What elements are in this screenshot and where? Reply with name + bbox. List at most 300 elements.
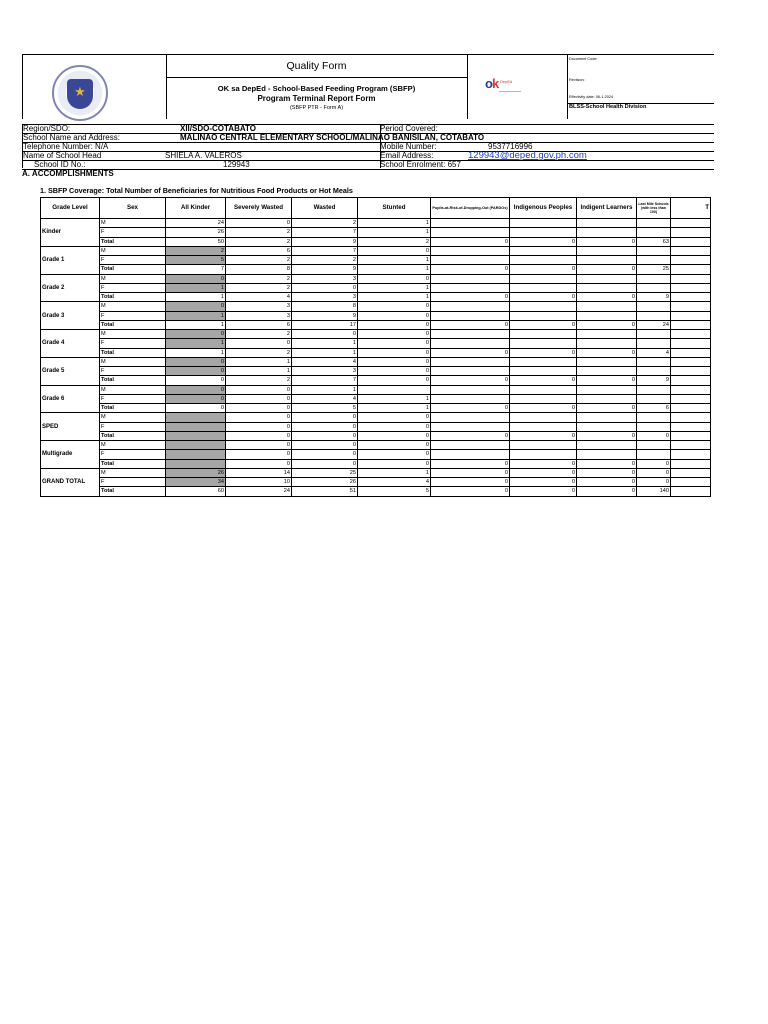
value-cell [431, 228, 510, 237]
table-row [41, 265, 711, 274]
value-cell: 0 [637, 478, 671, 487]
value-cell: 0 [166, 404, 226, 413]
telephone-number: Telephone Number: N/A [23, 142, 109, 151]
value-cell: 34 [166, 478, 226, 487]
value-cell: 0 [358, 348, 431, 357]
sex-cell: Total [100, 459, 166, 468]
value-cell: 0 [226, 219, 292, 228]
value-cell [577, 422, 637, 431]
value-cell [510, 311, 577, 320]
value-cell: 140 [637, 487, 671, 496]
value-cell [510, 385, 577, 394]
value-cell: 0 [431, 348, 510, 357]
value-cell [577, 274, 637, 283]
total-cell [671, 274, 711, 283]
value-cell: 0 [292, 283, 358, 292]
value-cell: 0 [431, 431, 510, 440]
value-cell: 24 [637, 320, 671, 329]
value-cell: 0 [577, 404, 637, 413]
value-cell [637, 274, 671, 283]
value-cell [637, 339, 671, 348]
value-cell: 0 [431, 404, 510, 413]
sex-cell: F [100, 228, 166, 237]
table-row [41, 450, 711, 459]
total-cell [671, 357, 711, 366]
value-cell [510, 330, 577, 339]
value-cell: 0 [510, 320, 577, 329]
value-cell: 0 [510, 459, 577, 468]
value-cell: 0 [431, 487, 510, 496]
value-cell: 60 [166, 487, 226, 496]
value-cell: 0 [510, 237, 577, 246]
value-cell [431, 367, 510, 376]
table-row [41, 246, 711, 255]
table-row [41, 311, 711, 320]
value-cell [577, 357, 637, 366]
value-cell: 0 [510, 348, 577, 357]
value-cell: 7 [292, 376, 358, 385]
sex-cell: Total [100, 320, 166, 329]
sex-cell: F [100, 367, 166, 376]
value-cell: 1 [166, 339, 226, 348]
total-cell [671, 330, 711, 339]
value-cell: 0 [577, 459, 637, 468]
value-cell: 0 [292, 422, 358, 431]
value-cell: 9 [637, 293, 671, 302]
value-cell: 0 [358, 320, 431, 329]
total-cell [671, 404, 711, 413]
grade-level-cell: Kinder [41, 219, 100, 247]
value-cell: 10 [226, 478, 292, 487]
value-cell [510, 339, 577, 348]
school-head-value: SHIELA A. VALEROS [165, 151, 242, 160]
value-cell: 2 [226, 376, 292, 385]
value-cell: 0 [358, 330, 431, 339]
grade-level-cell: Grade 2 [41, 274, 100, 302]
value-cell: 0 [358, 441, 431, 450]
sex-cell: M [100, 330, 166, 339]
sex-cell: F [100, 311, 166, 320]
table-row [41, 413, 711, 422]
table-row [41, 441, 711, 450]
value-cell: 9 [637, 376, 671, 385]
value-cell [431, 441, 510, 450]
grade-level-cell: Grade 6 [41, 385, 100, 413]
value-cell [637, 302, 671, 311]
period-label: Period Covered: [380, 124, 438, 133]
info-border-top [22, 124, 714, 125]
value-cell: 0 [226, 422, 292, 431]
section-subheading: 1. SBFP Coverage: Total Number of Beneficiaries for Nutritious Food Products or Hot Meals [40, 186, 353, 195]
table-row [41, 459, 711, 468]
info-border [22, 124, 23, 168]
value-cell [510, 256, 577, 265]
value-cell: 0 [226, 385, 292, 394]
value-cell [577, 219, 637, 228]
value-cell: 0 [431, 478, 510, 487]
value-cell [510, 413, 577, 422]
total-cell [671, 265, 711, 274]
total-cell [671, 237, 711, 246]
value-cell: 4 [292, 394, 358, 403]
value-cell: 0 [510, 478, 577, 487]
value-cell: 17 [292, 320, 358, 329]
value-cell: 2 [292, 256, 358, 265]
value-cell: 3 [292, 367, 358, 376]
column-header: Severely Wasted [226, 198, 292, 219]
value-cell: 0 [358, 450, 431, 459]
table-row [41, 348, 711, 357]
total-cell [671, 367, 711, 376]
table-row [41, 376, 711, 385]
total-cell [671, 422, 711, 431]
mobile-value: 9537716996 [488, 142, 533, 151]
value-cell [358, 385, 431, 394]
value-cell [510, 394, 577, 403]
value-cell: 4 [358, 478, 431, 487]
grade-level-cell: GRAND TOTAL [41, 468, 100, 496]
value-cell: 0 [358, 413, 431, 422]
form-header [22, 54, 714, 119]
header-border [567, 55, 568, 119]
value-cell: 5 [358, 487, 431, 496]
value-cell: 0 [431, 376, 510, 385]
value-cell: 0 [637, 468, 671, 477]
sex-cell: Total [100, 293, 166, 302]
total-cell [671, 478, 711, 487]
value-cell: 3 [292, 274, 358, 283]
value-cell: 2 [166, 246, 226, 255]
value-cell [637, 228, 671, 237]
value-cell [637, 357, 671, 366]
value-cell [431, 330, 510, 339]
value-cell: 7 [166, 265, 226, 274]
school-label: School Name and Address: [23, 133, 120, 142]
value-cell [510, 357, 577, 366]
total-cell [671, 339, 711, 348]
table-row [41, 385, 711, 394]
value-cell [431, 283, 510, 292]
value-cell [431, 385, 510, 394]
value-cell: 0 [292, 459, 358, 468]
sex-cell: M [100, 274, 166, 283]
email-link[interactable]: 129943@deped.gov.ph.com [468, 150, 587, 161]
value-cell [510, 246, 577, 255]
value-cell: 0 [358, 367, 431, 376]
table-row [41, 256, 711, 265]
value-cell [577, 283, 637, 292]
table-row [41, 468, 711, 477]
value-cell: 26 [166, 228, 226, 237]
value-cell [431, 394, 510, 403]
value-cell: 0 [577, 348, 637, 357]
value-cell: 1 [292, 348, 358, 357]
value-cell [431, 256, 510, 265]
value-cell: 0 [431, 320, 510, 329]
value-cell: 0 [226, 431, 292, 440]
value-cell [637, 311, 671, 320]
value-cell: 0 [292, 441, 358, 450]
region-label: Region/SDO: [23, 124, 71, 133]
value-cell: 0 [577, 320, 637, 329]
value-cell: 50 [166, 237, 226, 246]
column-header: Stunted [358, 198, 431, 219]
grade-level-cell: Grade 4 [41, 330, 100, 358]
grade-level-cell: Grade 3 [41, 302, 100, 330]
value-cell [431, 413, 510, 422]
value-cell: 9 [292, 311, 358, 320]
value-cell: 2 [226, 237, 292, 246]
value-cell: 26 [166, 468, 226, 477]
sex-cell: F [100, 283, 166, 292]
value-cell: 0 [292, 450, 358, 459]
deped-seal-logo: ★ [52, 65, 108, 121]
column-header: Wasted [292, 198, 358, 219]
value-cell [637, 413, 671, 422]
value-cell: 0 [431, 265, 510, 274]
value-cell: 0 [577, 468, 637, 477]
sex-cell: Total [100, 237, 166, 246]
value-cell [510, 450, 577, 459]
grade-level-cell: Grade 1 [41, 246, 100, 274]
table-row [41, 422, 711, 431]
value-cell: 25 [292, 468, 358, 477]
grade-level-cell: Multigrade [41, 441, 100, 469]
value-cell: 2 [226, 330, 292, 339]
email-label: Email Address: [380, 151, 434, 160]
value-cell: 5 [166, 256, 226, 265]
value-cell: 1 [292, 339, 358, 348]
value-cell: 0 [226, 404, 292, 413]
value-cell [510, 367, 577, 376]
value-cell: 0 [166, 385, 226, 394]
value-cell: 0 [166, 274, 226, 283]
table-row [41, 478, 711, 487]
value-cell: 6 [226, 246, 292, 255]
value-cell: 0 [358, 311, 431, 320]
value-cell [166, 431, 226, 440]
value-cell: 0 [166, 367, 226, 376]
total-cell [671, 320, 711, 329]
report-title: Program Terminal Report Form [257, 94, 376, 103]
value-cell: 0 [577, 265, 637, 274]
sex-cell: F [100, 339, 166, 348]
info-row-id [22, 160, 714, 170]
value-cell [577, 450, 637, 459]
value-cell: 1 [358, 228, 431, 237]
value-cell: 0 [226, 450, 292, 459]
value-cell [166, 413, 226, 422]
value-cell: 0 [431, 459, 510, 468]
value-cell: 1 [226, 367, 292, 376]
ok-sa-deped-logo [484, 73, 524, 97]
sex-cell: F [100, 256, 166, 265]
total-cell [671, 256, 711, 265]
value-cell [431, 311, 510, 320]
value-cell: 2 [226, 283, 292, 292]
value-cell [637, 441, 671, 450]
svg-text:DepEd: DepEd [500, 79, 513, 84]
value-cell: 0 [358, 339, 431, 348]
table-row [41, 339, 711, 348]
table-row [41, 394, 711, 403]
total-cell [671, 311, 711, 320]
value-cell: 1 [292, 385, 358, 394]
value-cell [166, 422, 226, 431]
value-cell: 26 [292, 478, 358, 487]
value-cell: 0 [292, 330, 358, 339]
school-head-label: Name of School Head [23, 151, 102, 160]
value-cell: 3 [292, 293, 358, 302]
value-cell [431, 422, 510, 431]
table-row [41, 219, 711, 228]
value-cell: 2 [226, 228, 292, 237]
value-cell: 2 [226, 256, 292, 265]
document-code-label: Document Code: [569, 57, 598, 61]
value-cell: 2 [292, 219, 358, 228]
value-cell: 1 [358, 293, 431, 302]
value-cell: 7 [292, 228, 358, 237]
value-cell [431, 302, 510, 311]
total-cell [671, 431, 711, 440]
grade-level-cell: Grade 5 [41, 357, 100, 385]
info-border [380, 124, 381, 168]
value-cell: 8 [292, 302, 358, 311]
total-cell [671, 487, 711, 496]
sex-cell: Total [100, 265, 166, 274]
value-cell: 6 [226, 320, 292, 329]
total-cell [671, 293, 711, 302]
table-row [41, 237, 711, 246]
value-cell [577, 394, 637, 403]
value-cell: 0 [431, 293, 510, 302]
sex-cell: F [100, 478, 166, 487]
value-cell: 2 [358, 237, 431, 246]
value-cell: 0 [166, 394, 226, 403]
column-header: T [671, 198, 711, 219]
value-cell: 0 [577, 376, 637, 385]
sex-cell: M [100, 441, 166, 450]
value-cell [577, 302, 637, 311]
value-cell: 0 [510, 487, 577, 496]
sex-cell: M [100, 468, 166, 477]
total-cell [671, 228, 711, 237]
value-cell: 0 [358, 274, 431, 283]
value-cell [637, 422, 671, 431]
table-row [41, 320, 711, 329]
value-cell [577, 339, 637, 348]
value-cell: 0 [510, 293, 577, 302]
value-cell: 0 [358, 459, 431, 468]
table-row [41, 431, 711, 440]
table-header-row [41, 198, 711, 219]
header-border [467, 55, 468, 119]
value-cell [637, 385, 671, 394]
value-cell: 25 [637, 265, 671, 274]
value-cell: 1 [358, 468, 431, 477]
school-id-value: 129943 [223, 160, 250, 169]
value-cell: 9 [292, 265, 358, 274]
svg-text:k: k [492, 76, 500, 91]
value-cell: 24 [226, 487, 292, 496]
value-cell: 1 [166, 348, 226, 357]
form-code: (SBFP PTR - Form A) [289, 105, 344, 111]
table-row [41, 487, 711, 496]
total-cell [671, 394, 711, 403]
value-cell [577, 441, 637, 450]
total-cell [671, 376, 711, 385]
school-value: MALINAO CENTRAL ELEMENTARY SCHOOL/MALINAO BANISILAN, COTABATO [180, 133, 485, 142]
value-cell: 0 [166, 302, 226, 311]
value-cell: 0 [166, 357, 226, 366]
value-cell: 2 [226, 274, 292, 283]
value-cell [510, 302, 577, 311]
value-cell: 0 [292, 431, 358, 440]
school-enrolment: School Enrolment: 657 [380, 160, 461, 169]
sex-cell: Total [100, 376, 166, 385]
table-row [41, 293, 711, 302]
value-cell: 0 [226, 394, 292, 403]
table-row [41, 274, 711, 283]
value-cell: 8 [226, 265, 292, 274]
total-cell [671, 385, 711, 394]
value-cell [431, 450, 510, 459]
total-cell [671, 468, 711, 477]
value-cell [637, 256, 671, 265]
value-cell: 3 [226, 302, 292, 311]
value-cell: 4 [292, 357, 358, 366]
value-cell [510, 441, 577, 450]
value-cell: 1 [358, 283, 431, 292]
value-cell [431, 219, 510, 228]
value-cell: 1 [166, 283, 226, 292]
value-cell: 24 [166, 219, 226, 228]
value-cell [637, 450, 671, 459]
value-cell: 1 [358, 256, 431, 265]
value-cell [577, 311, 637, 320]
total-cell [671, 302, 711, 311]
value-cell: 0 [166, 376, 226, 385]
revision-label: Revision: [569, 78, 585, 82]
header-border-left [22, 55, 23, 119]
value-cell: 0 [577, 431, 637, 440]
form-title: Quality Form [286, 60, 347, 72]
sex-cell: M [100, 219, 166, 228]
value-cell: 0 [510, 468, 577, 477]
value-cell: 0 [431, 468, 510, 477]
section-heading: A. ACCOMPLISHMENTS [22, 169, 114, 178]
total-cell [671, 246, 711, 255]
value-cell [510, 283, 577, 292]
sex-cell: M [100, 413, 166, 422]
table-row [41, 302, 711, 311]
value-cell: 1 [226, 357, 292, 366]
total-cell [671, 441, 711, 450]
value-cell: 0 [577, 293, 637, 302]
value-cell [510, 274, 577, 283]
grade-level-cell: SPED [41, 413, 100, 441]
value-cell [510, 422, 577, 431]
value-cell [431, 246, 510, 255]
value-cell: 0 [510, 265, 577, 274]
value-cell: 3 [226, 311, 292, 320]
column-header: Indigenous Peoples [510, 198, 577, 219]
sex-cell: F [100, 422, 166, 431]
table-row [41, 367, 711, 376]
table-row [41, 330, 711, 339]
value-cell [431, 339, 510, 348]
total-cell [671, 348, 711, 357]
